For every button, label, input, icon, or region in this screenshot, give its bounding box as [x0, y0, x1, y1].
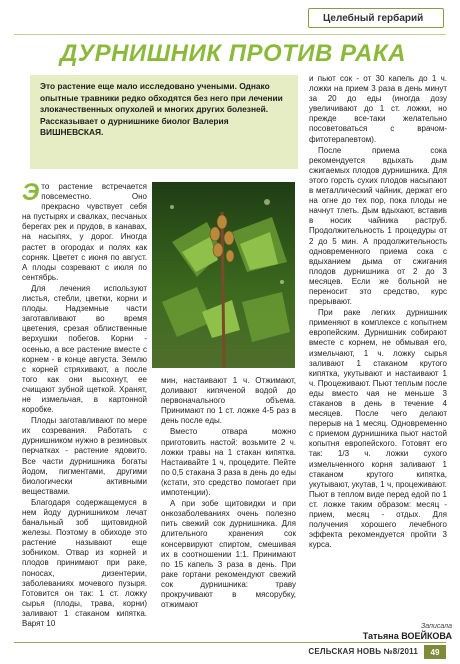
article-lead: Это растение еще мало исследовано учеными. Однако опытные травники редко обходятся без него при лечении злокачественных опухолей и многих других болезней. Рассказывает о дурнишнике биолог Валерия ВИШНЕВСКАЯ. [30, 75, 298, 169]
column-2-paragraph-2: Вместо отвара можно приготовить настой: возьмите 2 ч. ложки травы на 1 стакан кипятка. Настаивайте 1 ч, процедите. Пейте по 0,5 стакана 3 раза в день до еды (кстати, это средство помогает при импотенции). [161, 427, 296, 498]
top-divider [14, 34, 446, 35]
article-column-2 [161, 376, 296, 611]
cocklebur-photo [152, 182, 295, 368]
column-1-paragraph-1 [22, 179, 147, 283]
column-1-paragraph-2: Для лечения используют листья, стебли, цветки, корни и плоды. Надземные части заготавливают во время цветения, срезая облиственные верхушки побегов. Корни - осенью, а все растение вместе с корнем - в конце августа. Землю с корней стряхивают, а после того как они высохнут, ее счищают зубной щеткой. Хранят, не измельчая, в картонной коробке. [22, 283, 147, 415]
byline-label: Записала [420, 623, 452, 630]
article-title: ДУРНИШНИК ПРОТИВ РАКА [60, 40, 406, 67]
column-3-paragraph-3: При раке легких дурнишник применяют в комплексе с копытнем европейским. Дурнишник собирают вместе с корнем, не обмывая его, измельчают, 1 ч. ложку сырья заливают 1 стаканом крутого кипятка, укутывают и настаивают 1 ч. Процеживают. Пьют теплым после еды вместо чая не меньше 3 стаканов в день в течение 4 месяцев. После чего делают перерыв на 1 месяц. Одновременно с приемом дурнишника пьют настой копытня европейского. Готовят его так: 1/3 ч. ложки сухого измельченного корня заливают 1 стаканом крутого кипятка, укутывают, укутав, 1 ч, процеживают. Пьют в теплом виде перед едой по 1 ст. ложке таким образом: месяц - прием, месяц - отдых. Для получения хорошего лечебного эффекта рекомендуется пройти 3 курса. [309, 308, 447, 550]
section-tag [308, 8, 444, 28]
page-footer [0, 642, 460, 664]
byline-author: Татьяна ВОЕЙКОВА [362, 631, 452, 641]
article-column-1 [22, 179, 147, 630]
footer-divider [14, 642, 446, 643]
page-number: 49 [424, 645, 446, 659]
column-1-paragraph-4: Благодаря содержащемуся в нем йоду дурнишником лечат банальный зоб щитовидной железы. Поэтому в обиходе это растение называют еще зобником. Отвар из корней и плодов принимают при раке, поносах, дизентерии, заболеваниях мочевого пузыря. Готовится он так: 1 ст. ложку сырья (плоды, трава, корни) заливают 1 стаканом кипятка. Варят 10 [22, 497, 147, 629]
column-1-paragraph-1-text: то растение встречается повсеместно. Оно прекрасно чувствует себя на пустырях и свалках, песчаных берегах рек и прудов, в канавах, на насыпях, у дорог. Иногда растет в огородах и полях как сорняк. Цветет с июня по август. А плоды созревают с июля по сентябрь. [22, 182, 147, 282]
column-3-paragraph-2: После приема сока рекомендуется вдыхать дым сжигаемых плодов дурнишника. Для этого горсть сухих плодов насыпают в металлический чайник, держат его на огне до тех пор, пока плоды не начнут тлеть. Дым вдыхают, вставив в носик чайника раструб. Продолжительность 1 процедуры от 2 до 5 мин. А продолжительность одновременного приема сока с вдыханием дыма от сжигания плодов дурнишника от 2 до 3 месяцев. Если же больной не переносит это средство, курс прерывают. [309, 145, 447, 307]
article-column-3 [309, 74, 447, 551]
drop-cap: Э [22, 179, 40, 206]
column-2-paragraph-3: А при зобе щитовидки и при онкозаболеваниях очень полезно пить свежий сок дурнишника. Для длительного хранения сок консервируют спиртом, смешивая их в соотношении 1:1. Принимают по 15 капель 3 раза в день. При раке гортани рекомендуют свежий сок дурнишника: траву прокручивают в мясорубку, отжимают [161, 499, 296, 610]
section-tag-label: Целебный гербарий [323, 12, 424, 24]
column-1-paragraph-3: Плоды заготавливают по мере их созревания. Работать с дурнишником нужно в резиновых перчатках - растение ядовито. Все части дурнишника богаты йодом, пигментами, другими биологически активными веществами. [22, 416, 147, 496]
byline [358, 622, 452, 641]
magazine-issue: СЕЛЬСКАЯ НОВЬ №8/2011 [308, 647, 418, 656]
column-2-paragraph-1: мин, настаивают 1 ч. Отжимают, доливают кипяченой водой до первоначального объема. Принимают по 1 ст. ложке 4-5 раз в день после еды. [161, 376, 296, 426]
column-3-paragraph-1: и пьют сок - от 30 капель до 1 ч. ложки на прием 3 раза в день минут за 20 до еды (иногда дозу увеличивают до 1 ст. ложки, но прежде все-таки желательно посоветоваться с врачом-фитотерапевтом). [309, 74, 447, 144]
